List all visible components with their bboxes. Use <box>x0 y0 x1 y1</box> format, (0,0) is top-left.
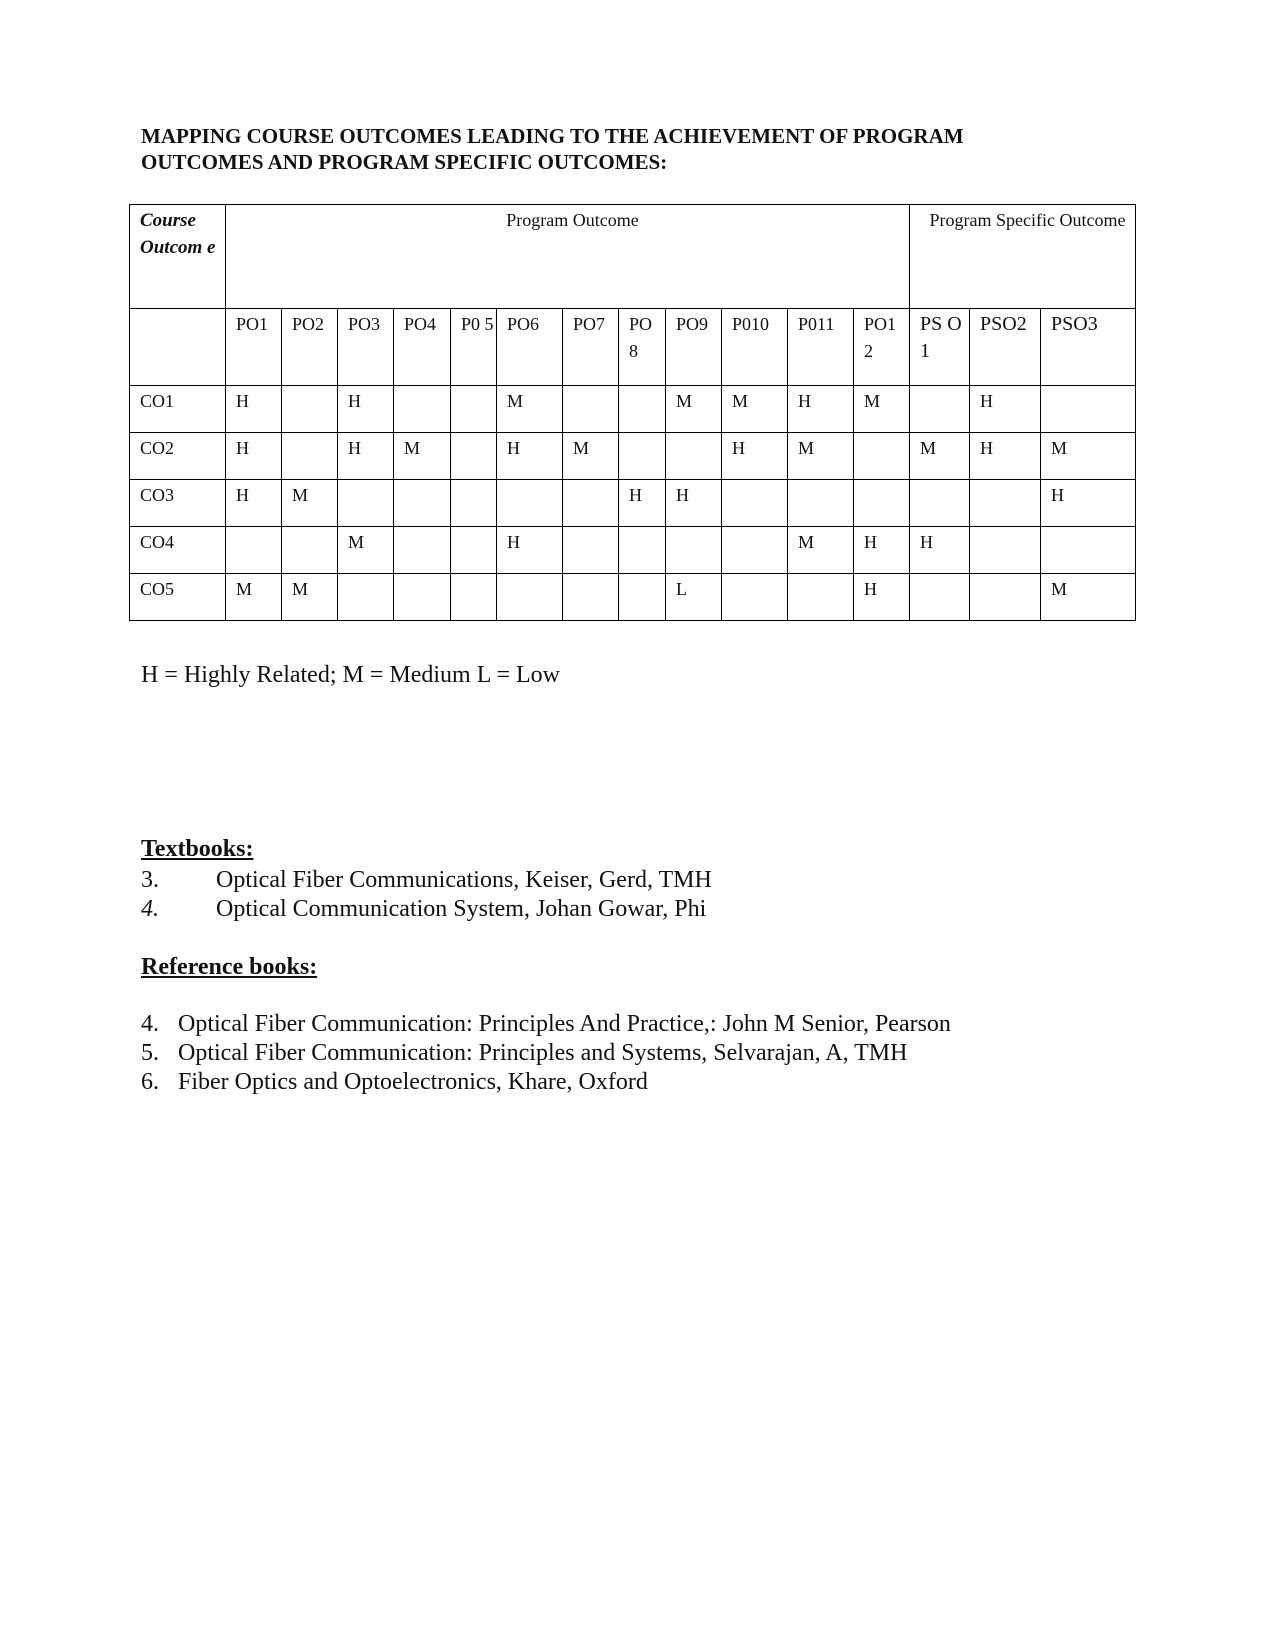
mapping-cell <box>788 480 854 527</box>
mapping-cell: M <box>666 386 722 433</box>
page-title <box>141 123 1101 175</box>
mapping-cell: M <box>788 433 854 480</box>
mapping-cell <box>338 574 394 621</box>
mapping-cell: M <box>1041 433 1136 480</box>
row-label: CO4 <box>130 527 226 574</box>
col-header: PO1 2 <box>854 309 910 386</box>
mapping-cell <box>451 386 497 433</box>
reference-books-heading: Reference books: <box>141 954 318 980</box>
mapping-cell <box>619 433 666 480</box>
reference-books-list <box>141 1010 951 1097</box>
mapping-cell <box>970 574 1041 621</box>
mapping-cell <box>910 480 970 527</box>
item-text: Optical Fiber Communications, Keiser, Gerd, TMH <box>216 867 712 893</box>
mapping-cell <box>282 527 338 574</box>
mapping-cell: M <box>497 386 563 433</box>
item-text: Optical Fiber Communication: Principles And Practice,: John M Senior, Pearson <box>178 1011 951 1037</box>
mapping-cell <box>722 527 788 574</box>
item-text: Fiber Optics and Optoelectronics, Khare, Oxford <box>178 1069 648 1095</box>
item-number: 4. <box>141 896 159 922</box>
course-outcome-header: Course Outcom e <box>130 205 226 309</box>
mapping-cell <box>970 527 1041 574</box>
col-header: PO3 <box>338 309 394 386</box>
list-item <box>141 1068 951 1097</box>
mapping-cell: H <box>854 574 910 621</box>
mapping-cell <box>1041 527 1136 574</box>
mapping-cell: H <box>788 386 854 433</box>
mapping-cell: M <box>722 386 788 433</box>
mapping-cell <box>910 574 970 621</box>
table-row <box>130 480 1136 527</box>
mapping-cell: H <box>338 433 394 480</box>
mapping-cell <box>282 386 338 433</box>
header-blank-cell <box>130 309 226 386</box>
table-row <box>130 433 1136 480</box>
mapping-cell: M <box>854 386 910 433</box>
mapping-cell: H <box>226 480 282 527</box>
col-header: PSO2 <box>970 309 1041 386</box>
mapping-cell <box>394 574 451 621</box>
list-item <box>141 895 712 924</box>
table-body <box>130 386 1136 621</box>
item-text: Optical Communication System, Johan Gowar, Phi <box>216 896 707 922</box>
mapping-cell: H <box>666 480 722 527</box>
textbooks-heading: Textbooks: <box>141 836 254 862</box>
mapping-cell: M <box>226 574 282 621</box>
program-specific-outcome-header: Program Specific Outcome <box>910 205 1136 309</box>
col-header: P011 <box>788 309 854 386</box>
item-number: 5. <box>141 1040 159 1066</box>
mapping-cell <box>854 480 910 527</box>
mapping-cell: H <box>497 527 563 574</box>
mapping-cell <box>338 480 394 527</box>
table-row <box>130 574 1136 621</box>
row-label: CO1 <box>130 386 226 433</box>
row-label: CO3 <box>130 480 226 527</box>
mapping-cell <box>722 480 788 527</box>
mapping-cell <box>394 386 451 433</box>
mapping-cell <box>563 574 619 621</box>
mapping-cell <box>1041 386 1136 433</box>
col-header: PO1 <box>226 309 282 386</box>
mapping-cell <box>854 433 910 480</box>
col-header: PO9 <box>666 309 722 386</box>
row-label: CO2 <box>130 433 226 480</box>
mapping-cell: H <box>970 386 1041 433</box>
mapping-cell <box>226 527 282 574</box>
list-item <box>141 1039 951 1068</box>
mapping-cell: H <box>1041 480 1136 527</box>
list-item <box>141 866 712 895</box>
mapping-cell <box>394 527 451 574</box>
mapping-cell <box>451 574 497 621</box>
mapping-cell: H <box>619 480 666 527</box>
mapping-cell: M <box>910 433 970 480</box>
mapping-cell: M <box>788 527 854 574</box>
table-row <box>130 386 1136 433</box>
mapping-cell: M <box>394 433 451 480</box>
mapping-cell: H <box>226 386 282 433</box>
item-number: 3. <box>141 867 159 893</box>
mapping-cell: H <box>497 433 563 480</box>
col-header: PS O1 <box>910 309 970 386</box>
mapping-cell <box>722 574 788 621</box>
mapping-cell <box>451 480 497 527</box>
col-header: P0 5 <box>451 309 497 386</box>
title-line-2: OUTCOMES AND PROGRAM SPECIFIC OUTCOMES: <box>141 150 668 174</box>
title-line-1: MAPPING COURSE OUTCOMES LEADING TO THE ACHIEVEMENT OF PROGRAM <box>141 124 964 148</box>
mapping-cell <box>563 480 619 527</box>
mapping-cell: H <box>722 433 788 480</box>
program-outcome-header: Program Outcome <box>226 205 910 309</box>
col-header: PO7 <box>563 309 619 386</box>
mapping-cell <box>497 480 563 527</box>
list-item <box>141 1010 951 1039</box>
mapping-cell: H <box>226 433 282 480</box>
col-header: PO2 <box>282 309 338 386</box>
mapping-cell <box>619 574 666 621</box>
mapping-cell <box>666 527 722 574</box>
mapping-table <box>129 204 1136 621</box>
mapping-cell: M <box>338 527 394 574</box>
mapping-cell <box>788 574 854 621</box>
mapping-cell <box>970 480 1041 527</box>
col-header: PSO3 <box>1041 309 1136 386</box>
table-row <box>130 527 1136 574</box>
col-header: PO 8 <box>619 309 666 386</box>
mapping-cell <box>394 480 451 527</box>
mapping-cell <box>451 527 497 574</box>
mapping-cell <box>910 386 970 433</box>
item-text: Optical Fiber Communication: Principles and Systems, Selvarajan, A, TMH <box>178 1040 908 1066</box>
mapping-cell <box>563 527 619 574</box>
mapping-cell <box>451 433 497 480</box>
mapping-cell: M <box>1041 574 1136 621</box>
col-header: PO6 <box>497 309 563 386</box>
mapping-cell: M <box>282 574 338 621</box>
mapping-cell: M <box>282 480 338 527</box>
legend: H = Highly Related; M = Medium L = Low <box>141 662 561 688</box>
item-number: 6. <box>141 1069 159 1095</box>
mapping-cell: H <box>910 527 970 574</box>
mapping-cell: L <box>666 574 722 621</box>
mapping-cell: M <box>563 433 619 480</box>
mapping-cell: H <box>338 386 394 433</box>
mapping-cell: H <box>854 527 910 574</box>
mapping-cell <box>619 527 666 574</box>
col-header: P010 <box>722 309 788 386</box>
mapping-cell <box>282 433 338 480</box>
mapping-cell <box>666 433 722 480</box>
mapping-cell <box>497 574 563 621</box>
mapping-cell <box>563 386 619 433</box>
textbooks-list <box>141 866 712 924</box>
item-number: 4. <box>141 1011 159 1037</box>
mapping-cell <box>619 386 666 433</box>
mapping-cell: H <box>970 433 1041 480</box>
row-label: CO5 <box>130 574 226 621</box>
col-header: PO4 <box>394 309 451 386</box>
